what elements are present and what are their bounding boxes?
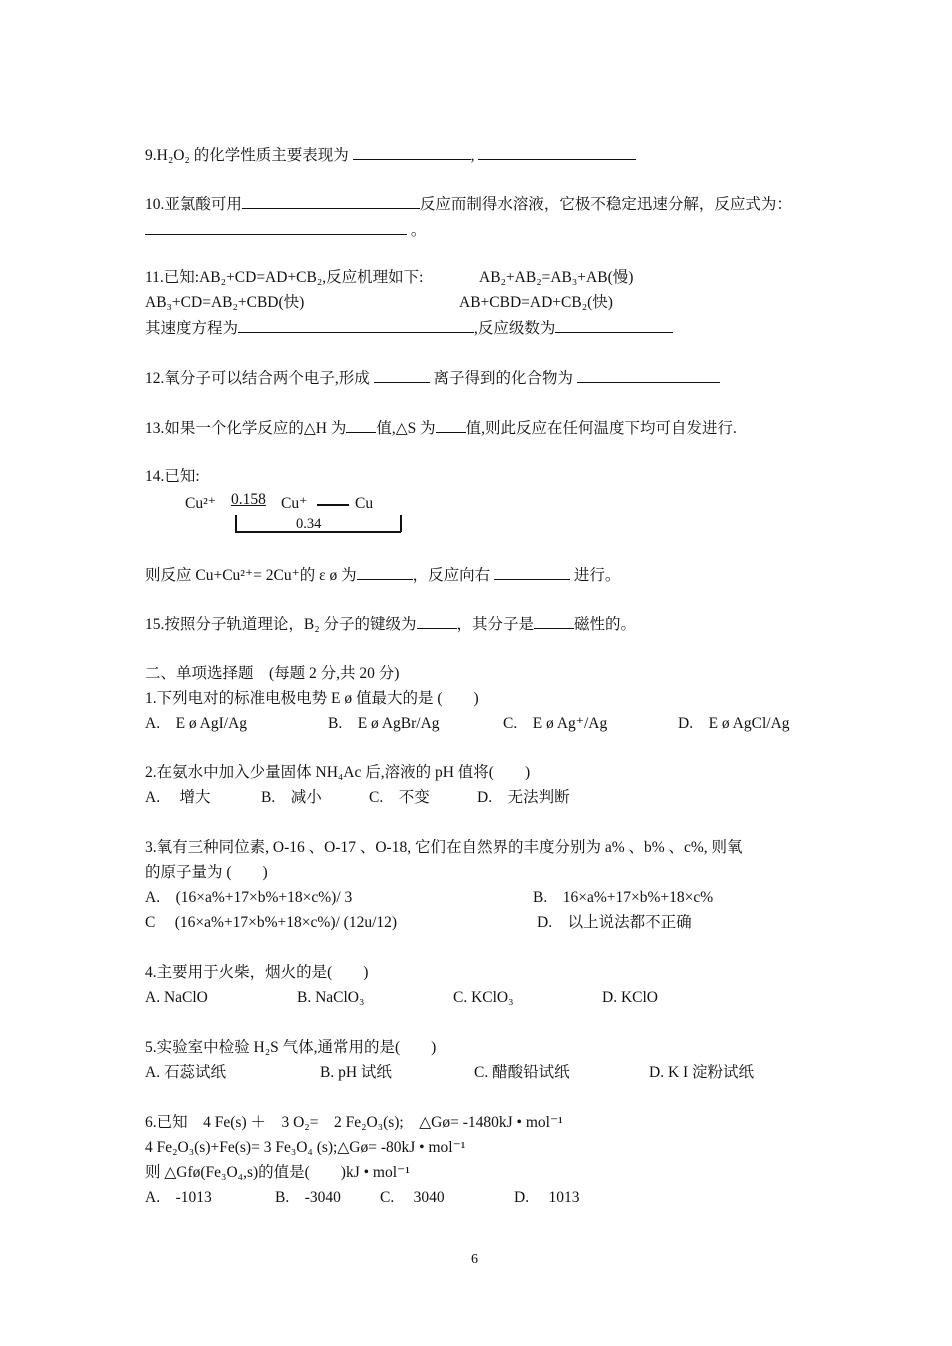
q12-blank-1[interactable] xyxy=(374,368,430,383)
q11-step-1: AB₂+AB₂=AB₃+AB(慢) xyxy=(479,269,634,286)
q15-blank-1[interactable] xyxy=(417,614,457,629)
q14-cu: Cu xyxy=(355,495,374,512)
q11-step-3: AB+CBD=AD+CB₂(快) xyxy=(459,294,613,311)
mc6-option-c[interactable]: C. 3040 xyxy=(380,1189,445,1206)
mc6-option-b[interactable]: B. -3040 xyxy=(275,1189,341,1206)
q11-blank-2[interactable] xyxy=(555,318,673,333)
q13-text-c: 值,则此反应在任何温度下均可自发进行. xyxy=(465,420,737,437)
q14-title: 14.已知: xyxy=(145,468,200,485)
mc2-option-c[interactable]: C. 不变 xyxy=(369,789,430,806)
mc6-line-2: 4 Fe₂O₃(s)+Fe(s)= 3 Fe₃O₄ (s);△Gø= -80kJ • mol⁻¹ xyxy=(145,1139,466,1156)
mc5-option-d[interactable]: D. K I 淀粉试纸 xyxy=(649,1064,755,1081)
mc4-option-d[interactable]: D. KClO xyxy=(602,989,658,1006)
mc4-option-b[interactable]: B. NaClO₃ xyxy=(297,989,365,1006)
q11-text-l1a: 11.已知:AB₂+CD=AD+CB₂,反应机理如下: xyxy=(145,269,424,286)
q14-cu2plus: Cu²⁺ xyxy=(185,495,216,512)
mc5-option-b[interactable]: B. pH 试纸 xyxy=(320,1064,392,1081)
q14-question xyxy=(145,565,620,586)
q13-blank-1[interactable] xyxy=(346,418,376,433)
mc6-option-a[interactable]: A. -1013 xyxy=(145,1189,212,1206)
mc3-question-2: 的原子量为 ( ) xyxy=(145,864,268,881)
q9-blank-1[interactable] xyxy=(353,145,471,160)
q14-cuplus: Cu⁺ xyxy=(281,495,308,512)
q9-text: 9.H₂O₂ 的化学性质主要表现为 xyxy=(145,147,349,164)
mc1-option-d[interactable]: D. E ø AgCl/Ag xyxy=(678,715,790,732)
mc3-question-1: 3.氧有三种同位素, O-16 、O-17 、O-18, 它们在自然界的丰度分别为 a% 、b% 、c%, 则氧 xyxy=(145,839,743,856)
mc1-option-c[interactable]: C. E ø Ag⁺/Ag xyxy=(503,715,608,732)
q14-arrow-line xyxy=(317,504,349,506)
q14-ask-a: 则反应 Cu+Cu²⁺= 2Cu⁺的 ε ø 为 xyxy=(145,567,357,584)
q10-end: 。 xyxy=(410,222,427,239)
q13-text-b: 值,△S 为 xyxy=(376,420,436,437)
q10-line-1 xyxy=(145,194,792,215)
q14-bracket-right xyxy=(400,515,402,532)
q14-blank-2[interactable] xyxy=(494,565,570,580)
mc4-option-c[interactable]: C. KClO₃ xyxy=(453,989,514,1006)
mc3-option-a[interactable]: A. (16×a%+17×b%+18×c%)/ 3 xyxy=(145,889,353,906)
mc2-option-a[interactable]: A. 增大 xyxy=(145,789,211,806)
q15-line xyxy=(145,614,636,635)
mc6-option-d[interactable]: D. 1013 xyxy=(514,1189,580,1206)
q11-line-3 xyxy=(145,318,673,339)
q14-potential-1: 0.158 xyxy=(231,491,266,508)
q11-text-l3b: ,反应级数为 xyxy=(474,320,556,337)
q13-text-a: 13.如果一个化学反应的△H 为 xyxy=(145,420,347,437)
q11-blank-1[interactable] xyxy=(238,318,474,333)
q14-potential-2: 0.34 xyxy=(296,516,322,532)
q15-text-b: ，其分子是 xyxy=(456,616,535,633)
q14-bracket-left xyxy=(235,515,237,532)
q10-text-a: 10.亚氯酸可用 xyxy=(145,196,242,213)
q14-ask-c: 进行。 xyxy=(573,567,621,584)
mc2-question: 2.在氨水中加入少量固体 NH₄Ac 后,溶液的 pH 值将( ) xyxy=(145,764,531,781)
q12-blank-2[interactable] xyxy=(577,368,720,383)
page-number: 6 xyxy=(471,1252,478,1267)
q15-blank-2[interactable] xyxy=(534,614,574,629)
q13-line xyxy=(145,418,737,439)
mc1-question: 1.下列电对的标准电极电势 E ø 值最大的是 ( ) xyxy=(145,690,479,707)
q12-text-a: 12.氧分子可以结合两个电子,形成 xyxy=(145,370,370,387)
mc2-option-d[interactable]: D. 无法判断 xyxy=(477,789,570,806)
q11-line-1 xyxy=(145,268,423,288)
q12-line xyxy=(145,368,720,389)
q15-text-c: 磁性的。 xyxy=(574,616,637,633)
mc5-option-a[interactable]: A. 石蕊试纸 xyxy=(145,1064,226,1081)
q11-step-2: AB₃+CD=AB₂+CBD(快) xyxy=(145,294,305,311)
q15-text-a: 15.按照分子轨道理论，B₂ 分子的键级为 xyxy=(145,616,417,633)
q10-blank-2[interactable] xyxy=(145,220,407,235)
q14-blank-1[interactable] xyxy=(357,565,413,580)
mc5-question: 5.实验室中检验 H₂S 气体,通常用的是( ) xyxy=(145,1039,437,1056)
mc3-option-d[interactable]: D. 以上说法都不正确 xyxy=(537,914,692,931)
mc1-option-a[interactable]: A. E ø AgI/Ag xyxy=(145,715,248,732)
q13-blank-2[interactable] xyxy=(436,418,466,433)
mc3-option-b[interactable]: B. 16×a%+17×b%+18×c% xyxy=(533,889,714,906)
mc2-option-b[interactable]: B. 减小 xyxy=(261,789,322,806)
mc4-question: 4.主要用于火柴，烟火的是( ) xyxy=(145,964,369,981)
q9-blank-2[interactable] xyxy=(478,145,636,160)
q10-blank-1[interactable] xyxy=(242,194,420,209)
q9-line: 9.H₂O₂ 的化学性质主要表现为 , xyxy=(145,145,636,166)
mc5-option-c[interactable]: C. 醋酸铅试纸 xyxy=(474,1064,570,1081)
q11-text-l3a: 其速度方程为 xyxy=(145,320,239,337)
q10-line-2 xyxy=(145,220,426,241)
q14-ask-b: ，反应向右 xyxy=(412,567,491,584)
section2-title: 二、单项选择题 (每题 2 分,共 20 分) xyxy=(145,665,400,682)
mc6-line-1: 6.已知 4 Fe(s) ＋ 3 O₂= 2 Fe₂O₃(s); △Gø= -1480kJ • mol⁻¹ xyxy=(145,1114,563,1131)
mc6-line-3: 则 △Gfø(Fe₃O₄,s)的值是( )kJ • mol⁻¹ xyxy=(145,1164,410,1181)
q12-text-b: 离子得到的化合物为 xyxy=(433,370,574,387)
mc1-option-b[interactable]: B. E ø AgBr/Ag xyxy=(328,715,440,732)
mc4-option-a[interactable]: A. NaClO xyxy=(145,989,208,1006)
q10-text-b: 反应而制得水溶液，它极不稳定迅速分解，反应式为： xyxy=(419,196,792,213)
mc3-option-c[interactable]: C (16×a%+17×b%+18×c%)/ (12u/12) xyxy=(145,914,398,931)
